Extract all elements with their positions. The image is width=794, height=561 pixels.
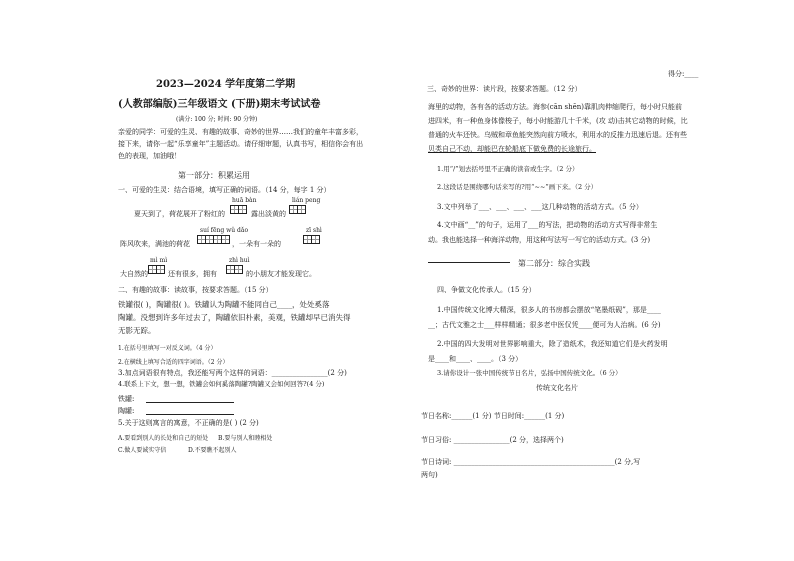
q2-story-2: 陶罐。没想到许多年过去了，陶罐依旧朴素，美观，铁罐却早已消失得: [118, 313, 351, 322]
q2-sub-5: 5.关于这则寓言的寓意，不正确的是( ) (2 分): [118, 419, 259, 427]
exam-subtitle: (人教部编版)三年级语文 (下册)期末考试试卷: [118, 99, 321, 110]
q2-sub-1: 1.在括号里填写一对反义词。（4 分）: [118, 345, 217, 352]
q2-story-3: 无影无踪。: [118, 326, 156, 335]
answer-grid-zishi[interactable]: [303, 235, 319, 244]
option-c: C.做人要诚实守信: [118, 447, 167, 454]
q1-line-3a: 大自然的: [120, 270, 148, 278]
answer-line-taoguan[interactable]: [146, 414, 234, 415]
pinyin-huaban: huā bàn: [232, 197, 257, 204]
q4-sub-1a: 1.中国传统文化博大精深，很多人的书房都会摆放“笔墨纸砚”，那是____: [437, 306, 661, 314]
q2-story-1: 铁罐很( )，陶罐很( )。铁罐认为陶罐不能同自己____，处处奚落: [118, 300, 330, 309]
q3-para-2: 进四米，有一种鱼身体像梭子，每小时能游几十千米，(攻 动)击其它动物的时候，比: [428, 117, 688, 125]
answer-grid-mimi[interactable]: [148, 265, 164, 274]
pinyin-zhihui: zhì huì: [229, 257, 250, 264]
option-b: B.要与别人和睦相处: [218, 435, 273, 442]
score-box: 得分:____: [668, 70, 699, 78]
exam-info: (满分: 100 分; 时间: 90 分钟): [176, 116, 258, 123]
card-title: 传统文化名片: [536, 384, 578, 392]
intro-line-1: 亲爱的同学：可爱的生灵、有趣的故事、奇妙的世界……我们的童年丰富多彩，: [118, 128, 363, 136]
option-a: A.要看到别人的长处和自己的短处: [118, 435, 209, 442]
part1-heading: 第一部分：积累运用: [178, 171, 250, 180]
q1-line-1b: 露出淡黄的: [251, 210, 286, 218]
answer-label-tieguan: 铁罐:: [118, 395, 135, 403]
q1-line-2b: ，一朵有一朵的: [232, 240, 281, 248]
card-custom-line: 节日习俗: ________________(2 分，选择两个): [421, 436, 564, 444]
q2-title: 二、有趣的故事：读故事，按要求答题。（15 分）: [118, 286, 273, 294]
q3-sub-1: 1.用“/”划去括号里不正确的读音或生字。（2 分）: [437, 165, 579, 173]
pinyin-mimi: mì mì: [150, 257, 168, 264]
answer-line-q3[interactable]: [428, 262, 510, 263]
q2-sub-3: 3.加点词语很有特点，我还能写两个这样的词语：________________(2 分): [118, 369, 347, 377]
q3-para-4: 贝类自己不动，却能巴在轮船底下做免费的长途旅行。: [428, 145, 596, 153]
q3-para-1: 海里的动物，各有各的活动方法。海参(cān shēn)靠肌肉伸缩爬行，每小时只能前: [428, 103, 683, 111]
card-poem-line-2: 两句): [421, 471, 438, 479]
q1-line-3c: 的小朋友才能发现它。: [246, 270, 316, 278]
answer-grid-huaban[interactable]: [230, 205, 246, 214]
pinyin-suifengwudao: suí fēng wǔ dǎo: [200, 227, 249, 234]
q3-sub-4a: 4.文中画“__”的句子，运用了___的写法，把动物的活动方式写得非常生: [437, 221, 658, 229]
option-d: D.不要瞧不起别人: [188, 447, 237, 454]
answer-line-tieguan[interactable]: [146, 402, 234, 403]
part2-heading: 第二部分：综合实践: [518, 259, 590, 268]
q3-para-3: 普通的火车还快。乌贼和章鱼能突然向前方喷水，利用水的反推力迅速后退。还有些: [428, 131, 687, 139]
q4-sub-1b: __；古代文雅之士___样样精通；很多老中医仅凭____便可为人治病。(6 分): [428, 321, 661, 329]
q4-title: 四、争做文化传承人。（15 分）: [437, 286, 536, 294]
q2-sub-2: 2.在横线上填写合适的四字词语。（2 分）: [118, 359, 229, 366]
intro-line-2: 接下来，请你一起“乐享童年”主题活动。请仔细审题，认真书写，相信你会有出: [118, 140, 364, 148]
q1-line-3b: 还有很多，拥有: [168, 270, 217, 278]
card-name-line: 节日名称:______(1 分) 节日时间:______(1 分): [421, 412, 565, 420]
q2-sub-4: 4.联系上下文，想一想，铁罐会如何奚落陶罐?陶罐又会如何回答?(4 分): [118, 380, 325, 388]
answer-grid-lianpeng[interactable]: [289, 205, 305, 214]
q1-line-2a: 阵风吹来，满池的荷花: [120, 240, 190, 248]
q3-sub-3: 3.文中列举了___、___、___、___这几种动物的活动方式。（5 分）: [437, 203, 643, 211]
answer-grid-zhihui[interactable]: [226, 265, 242, 274]
intro-line-3: 色的表现，加油哦！: [118, 152, 181, 160]
q3-sub-4b: 动。我也能选择一种海洋动物，用这种写法写一写它的活动方式。(3 分): [428, 236, 651, 244]
q4-sub-3: 3.请你设计一张中国传统节日名片，弘扬中国传统文化。（6 分）: [437, 369, 622, 377]
exam-title: 2023—2024 学年度第二学期: [156, 79, 296, 90]
q3-sub-2: 2.这段话是围绕哪句话来写的?用“~~”画下来。（2 分）: [437, 183, 598, 191]
q3-title: 三、奇妙的世界：读片段，按要求答题。（12 分）: [427, 85, 582, 93]
pinyin-lianpeng: lián peng: [292, 197, 321, 204]
pinyin-zishi: zī shì: [306, 227, 322, 234]
answer-label-taoguan: 陶罐:: [118, 407, 135, 415]
q1-title: 一、可爱的生灵：结合语境，填写正确的词语。（14 分，每字 1 分）: [118, 186, 331, 194]
q1-line-1a: 夏天到了，荷花展开了粉红的: [134, 210, 225, 218]
q4-sub-2a: 2.中国的四大发明对世界影响重大，除了造纸术，我还知道它们是火药发明: [437, 340, 668, 348]
q4-sub-2b: 是____和____、____。（3 分）: [428, 355, 523, 363]
answer-grid-suifengwudao[interactable]: [197, 235, 229, 244]
card-poem-line: 节日诗词: ______________________________________________(2 分,写: [421, 458, 641, 466]
